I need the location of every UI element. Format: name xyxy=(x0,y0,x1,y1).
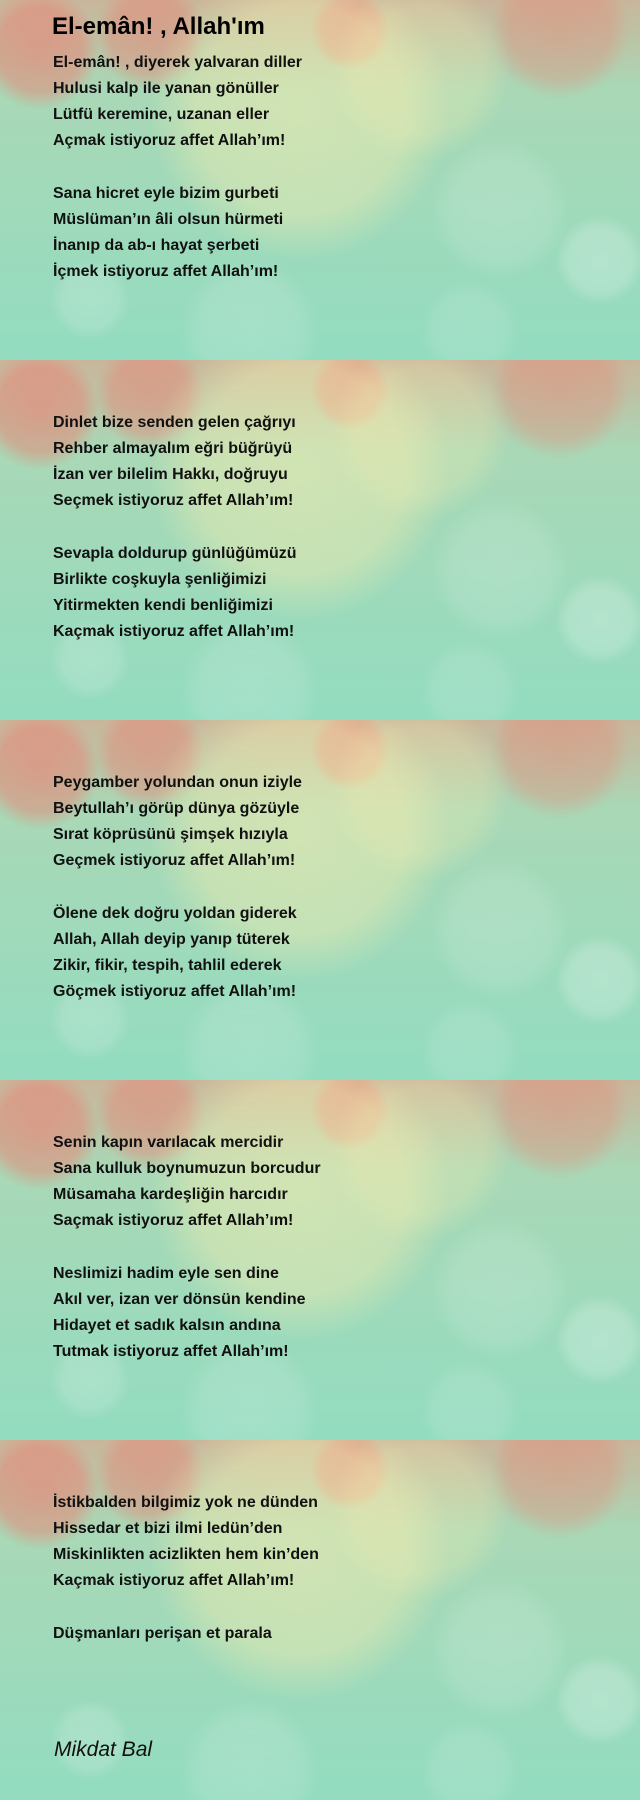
poem-line: Sevapla doldurup günlüğümüzü xyxy=(53,545,297,562)
stanza xyxy=(53,50,613,154)
poem-line: Senin kapın varılacak mercidir xyxy=(53,1134,284,1151)
poem-line: İçmek istiyoruz affet Allah’ım! xyxy=(53,263,279,280)
poem-line: İnanıp da ab-ı hayat şerbeti xyxy=(53,237,260,254)
poem-line: Kaçmak istiyoruz affet Allah’ım! xyxy=(53,1572,295,1589)
stanza xyxy=(53,541,613,645)
poem-line: Kaçmak istiyoruz affet Allah’ım! xyxy=(53,623,295,640)
poem-line: Beytullah’ı görüp dünya gözüyle xyxy=(53,800,300,817)
stanza xyxy=(53,901,613,1005)
poem-line: İzan ver bilelim Hakkı, doğruyu xyxy=(53,466,288,483)
poem-line: Neslimizi hadim eyle sen dine xyxy=(53,1265,279,1282)
poem-line: Allah, Allah deyip yanıp tüterek xyxy=(53,931,290,948)
poem-line: Geçmek istiyoruz affet Allah’ım! xyxy=(53,852,296,869)
poem-line: Sana kulluk boynumuzun borcudur xyxy=(53,1160,321,1177)
poem-line: Dinlet bize senden gelen çağrıyı xyxy=(53,414,296,431)
poem-line: Ölene dek doğru yoldan giderek xyxy=(53,905,297,922)
stanza xyxy=(53,1261,613,1365)
stanza xyxy=(53,770,613,874)
poem-line: Göçmek istiyoruz affet Allah’ım! xyxy=(53,983,297,1000)
poem-line: Hulusi kalp ile yanan gönüller xyxy=(53,80,279,97)
poem-line: Seçmek istiyoruz affet Allah’ım! xyxy=(53,492,294,509)
poem-line: Hissedar et bizi ilmi ledün’den xyxy=(53,1520,283,1537)
poem-line: Tutmak istiyoruz affet Allah’ım! xyxy=(53,1343,289,1360)
poem-line: Müsamaha kardeşliğin harcıdır xyxy=(53,1186,288,1203)
poem-line: Birlikte coşkuyla şenliğimizi xyxy=(53,571,267,588)
poem-line: Müslüman’ın âli olsun hürmeti xyxy=(53,211,284,228)
poem-line: Sırat köprüsünü şimşek hızıyla xyxy=(53,826,288,843)
poem-line: El-emân! , diyerek yalvaran diller xyxy=(53,54,303,71)
poem-line: Sana hicret eyle bizim gurbeti xyxy=(53,185,279,202)
poem-line: Açmak istiyoruz affet Allah’ım! xyxy=(53,132,286,149)
poem-line: Rehber almayalım eğri büğrüyü xyxy=(53,440,293,457)
poem-line: Yitirmekten kendi benliğimizi xyxy=(53,597,273,614)
stanza xyxy=(53,1621,613,1647)
poem-line: Düşmanları perişan et parala xyxy=(53,1625,272,1642)
stanza xyxy=(53,410,613,514)
stanza xyxy=(53,181,613,285)
poem-line: Hidayet et sadık kalsın andına xyxy=(53,1317,281,1334)
poem-author: Mikdat Bal xyxy=(54,1738,153,1761)
poem-line: Zikir, fikir, tespih, tahlil ederek xyxy=(53,957,282,974)
poem-line: Akıl ver, izan ver dönsün kendine xyxy=(53,1291,306,1308)
poem-line: Lütfü keremine, uzanan eller xyxy=(53,106,270,123)
poem-title: El-emân! , Allah'ım xyxy=(52,13,265,40)
poem-line: Peygamber yolundan onun iziyle xyxy=(53,774,302,791)
stanza xyxy=(53,1490,613,1594)
poem-line: Miskinlikten acizlikten hem kin’den xyxy=(53,1546,319,1563)
poem-line: Saçmak istiyoruz affet Allah’ım! xyxy=(53,1212,294,1229)
stanza xyxy=(53,1130,613,1234)
poem-line: İstikbalden bilgimiz yok ne dünden xyxy=(53,1494,318,1511)
